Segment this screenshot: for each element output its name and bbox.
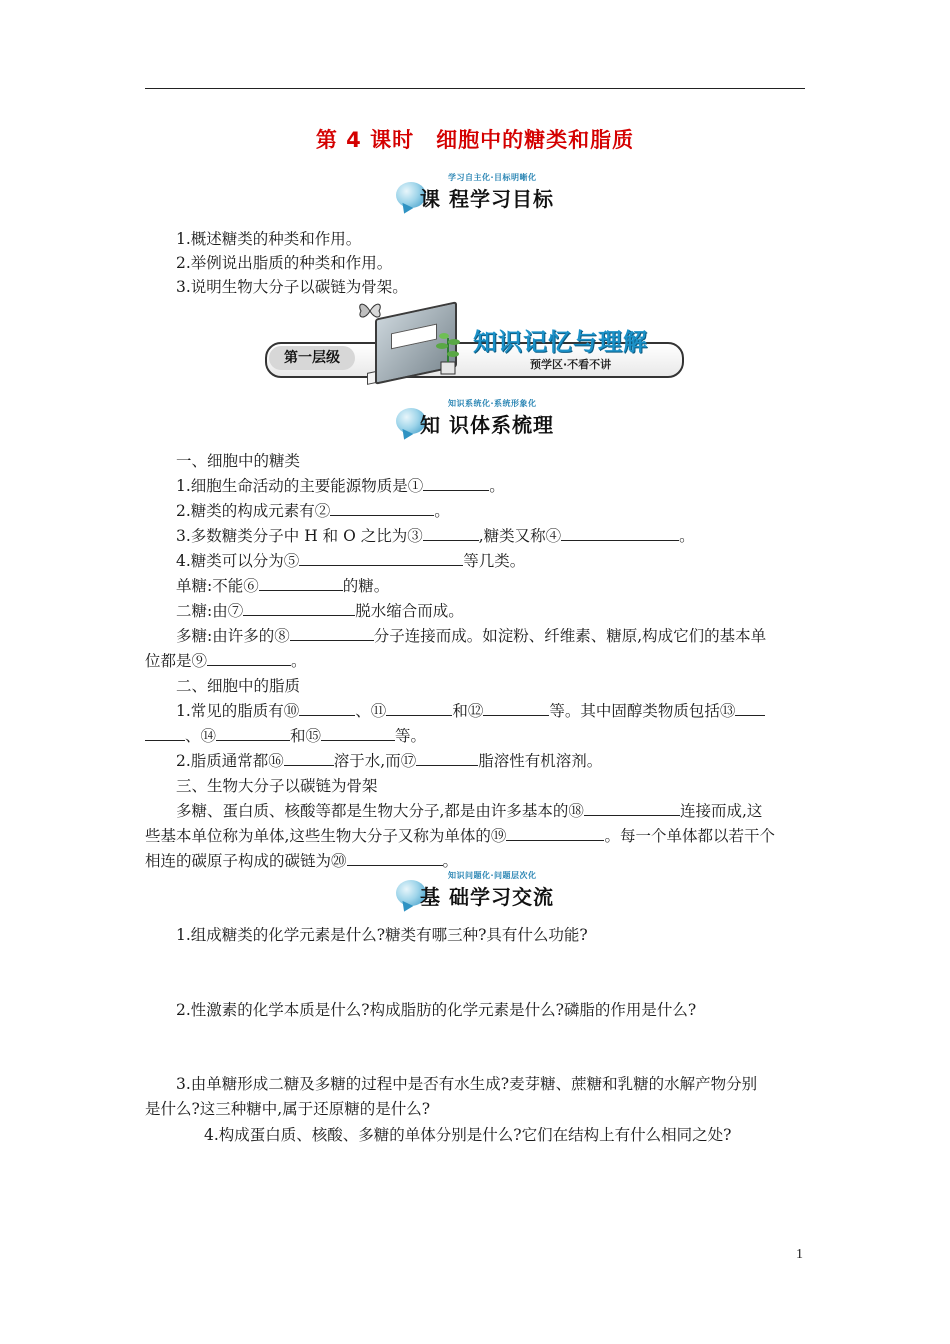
fill-line: 、⑭ 和⑮ 等。: [145, 726, 426, 746]
answer-blank[interactable]: [561, 526, 679, 541]
fill-line: 相连的碳原子构成的碳链为⑳ 。: [145, 852, 459, 870]
answer-blank[interactable]: [506, 826, 604, 841]
level-heading: 知识记忆与理解: [473, 328, 648, 356]
section-banner-goals: 学习自主化·目标明晰化 课 程学习目标: [396, 172, 561, 216]
level-subtitle: 预学区·不看不讲: [530, 358, 612, 371]
fill-line: 2.糖类的构成元素有② 。: [176, 502, 450, 520]
answer-blank[interactable]: [284, 751, 334, 766]
answer-blank[interactable]: [416, 751, 478, 766]
answer-blank[interactable]: [386, 701, 452, 716]
answer-blank[interactable]: [207, 651, 291, 666]
answer-blank[interactable]: [584, 801, 680, 816]
answer-blank[interactable]: [423, 476, 489, 491]
lesson-number: 第 4 课时: [315, 128, 415, 152]
fill-line: 2.脂质通常都⑯ 溶于水,而⑰ 脂溶性有机溶剂。: [176, 752, 603, 770]
fill-line: 二糖:由⑦ 脱水缩合而成。: [176, 602, 464, 620]
goal-item: 3.说明生物大分子以碳链为骨架。: [176, 278, 408, 296]
question-item-cont: 是什么?这三种糖中,属于还原糖的是什么?: [145, 1100, 431, 1118]
lesson-title: [0, 124, 950, 154]
fill-line: 3.多数糖类分子中 H 和 O 之比为③ ,糖类又称④ 。: [176, 527, 695, 545]
answer-blank[interactable]: [290, 626, 374, 641]
fill-line: 些基本单位称为单体,这些生物大分子又称为单体的⑲ 。每一个单体都以若干个: [145, 827, 775, 845]
fill-line: 位都是⑨ 。: [145, 652, 307, 670]
plant-icon: [435, 328, 461, 376]
fill-line: 单糖:不能⑥ 的糖。: [176, 577, 390, 595]
answer-blank[interactable]: [347, 851, 443, 866]
answer-blank[interactable]: [243, 601, 355, 616]
level-tag: 第一层级: [269, 346, 355, 370]
question-item: 1.组成糖类的化学元素是什么?糖类有哪三种?具有什么功能?: [176, 926, 588, 944]
butterfly-icon: [357, 300, 383, 322]
section-heading: 二、细胞中的脂质: [176, 677, 301, 695]
fill-line: 1.常见的脂质有⑩ 、⑪ 和⑫ 等。其中固醇类物质包括⑬: [176, 701, 765, 721]
fill-line: 1.细胞生命活动的主要能源物质是① 。: [176, 477, 505, 495]
question-item: 3.由单糖形成二糖及多糖的过程中是否有水生成?麦芽糖、蔗糖和乳糖的水解产物分别: [176, 1075, 758, 1093]
answer-blank[interactable]: [735, 701, 765, 716]
answer-blank[interactable]: [145, 726, 185, 741]
level-banner: [265, 300, 685, 385]
answer-blank[interactable]: [299, 551, 463, 566]
answer-blank[interactable]: [299, 701, 355, 716]
answer-blank[interactable]: [330, 501, 434, 516]
question-item: 2.性激素的化学本质是什么?构成脂肪的化学元素是什么?磷脂的作用是什么?: [176, 1001, 697, 1019]
fill-line: 多糖:由许多的⑧ 分子连接而成。如淀粉、纤维素、糖原,构成它们的基本单: [176, 627, 767, 645]
goal-item: 2.举例说出脂质的种类和作用。: [176, 254, 393, 272]
answer-blank[interactable]: [321, 726, 395, 741]
lesson-topic: 细胞中的糖类和脂质: [436, 128, 635, 152]
fill-line: 4.糖类可以分为⑤ 等几类。: [176, 552, 526, 570]
section-banner-knowledge: 知识系统化·系统形象化 知 识体系梳理: [396, 398, 561, 442]
section-banner-exchange: 知识问题化·问题层次化 基 础学习交流: [396, 870, 561, 914]
answer-blank[interactable]: [423, 526, 479, 541]
answer-blank[interactable]: [483, 701, 549, 716]
answer-blank[interactable]: [259, 576, 343, 591]
goal-item: 1.概述糖类的种类和作用。: [176, 230, 362, 248]
fill-line: 多糖、蛋白质、核酸等都是生物大分子,都是由许多基本的⑱ 连接而成,这: [176, 802, 763, 820]
section-heading: 一、细胞中的糖类: [176, 452, 301, 470]
page-number: 1: [796, 1247, 803, 1262]
section-heading: 三、生物大分子以碳链为骨架: [176, 777, 378, 795]
answer-blank[interactable]: [216, 726, 290, 741]
question-item: 4.构成蛋白质、核酸、多糖的单体分别是什么?它们在结构上有什么相同之处?: [204, 1126, 732, 1144]
header-rule: [145, 88, 805, 89]
